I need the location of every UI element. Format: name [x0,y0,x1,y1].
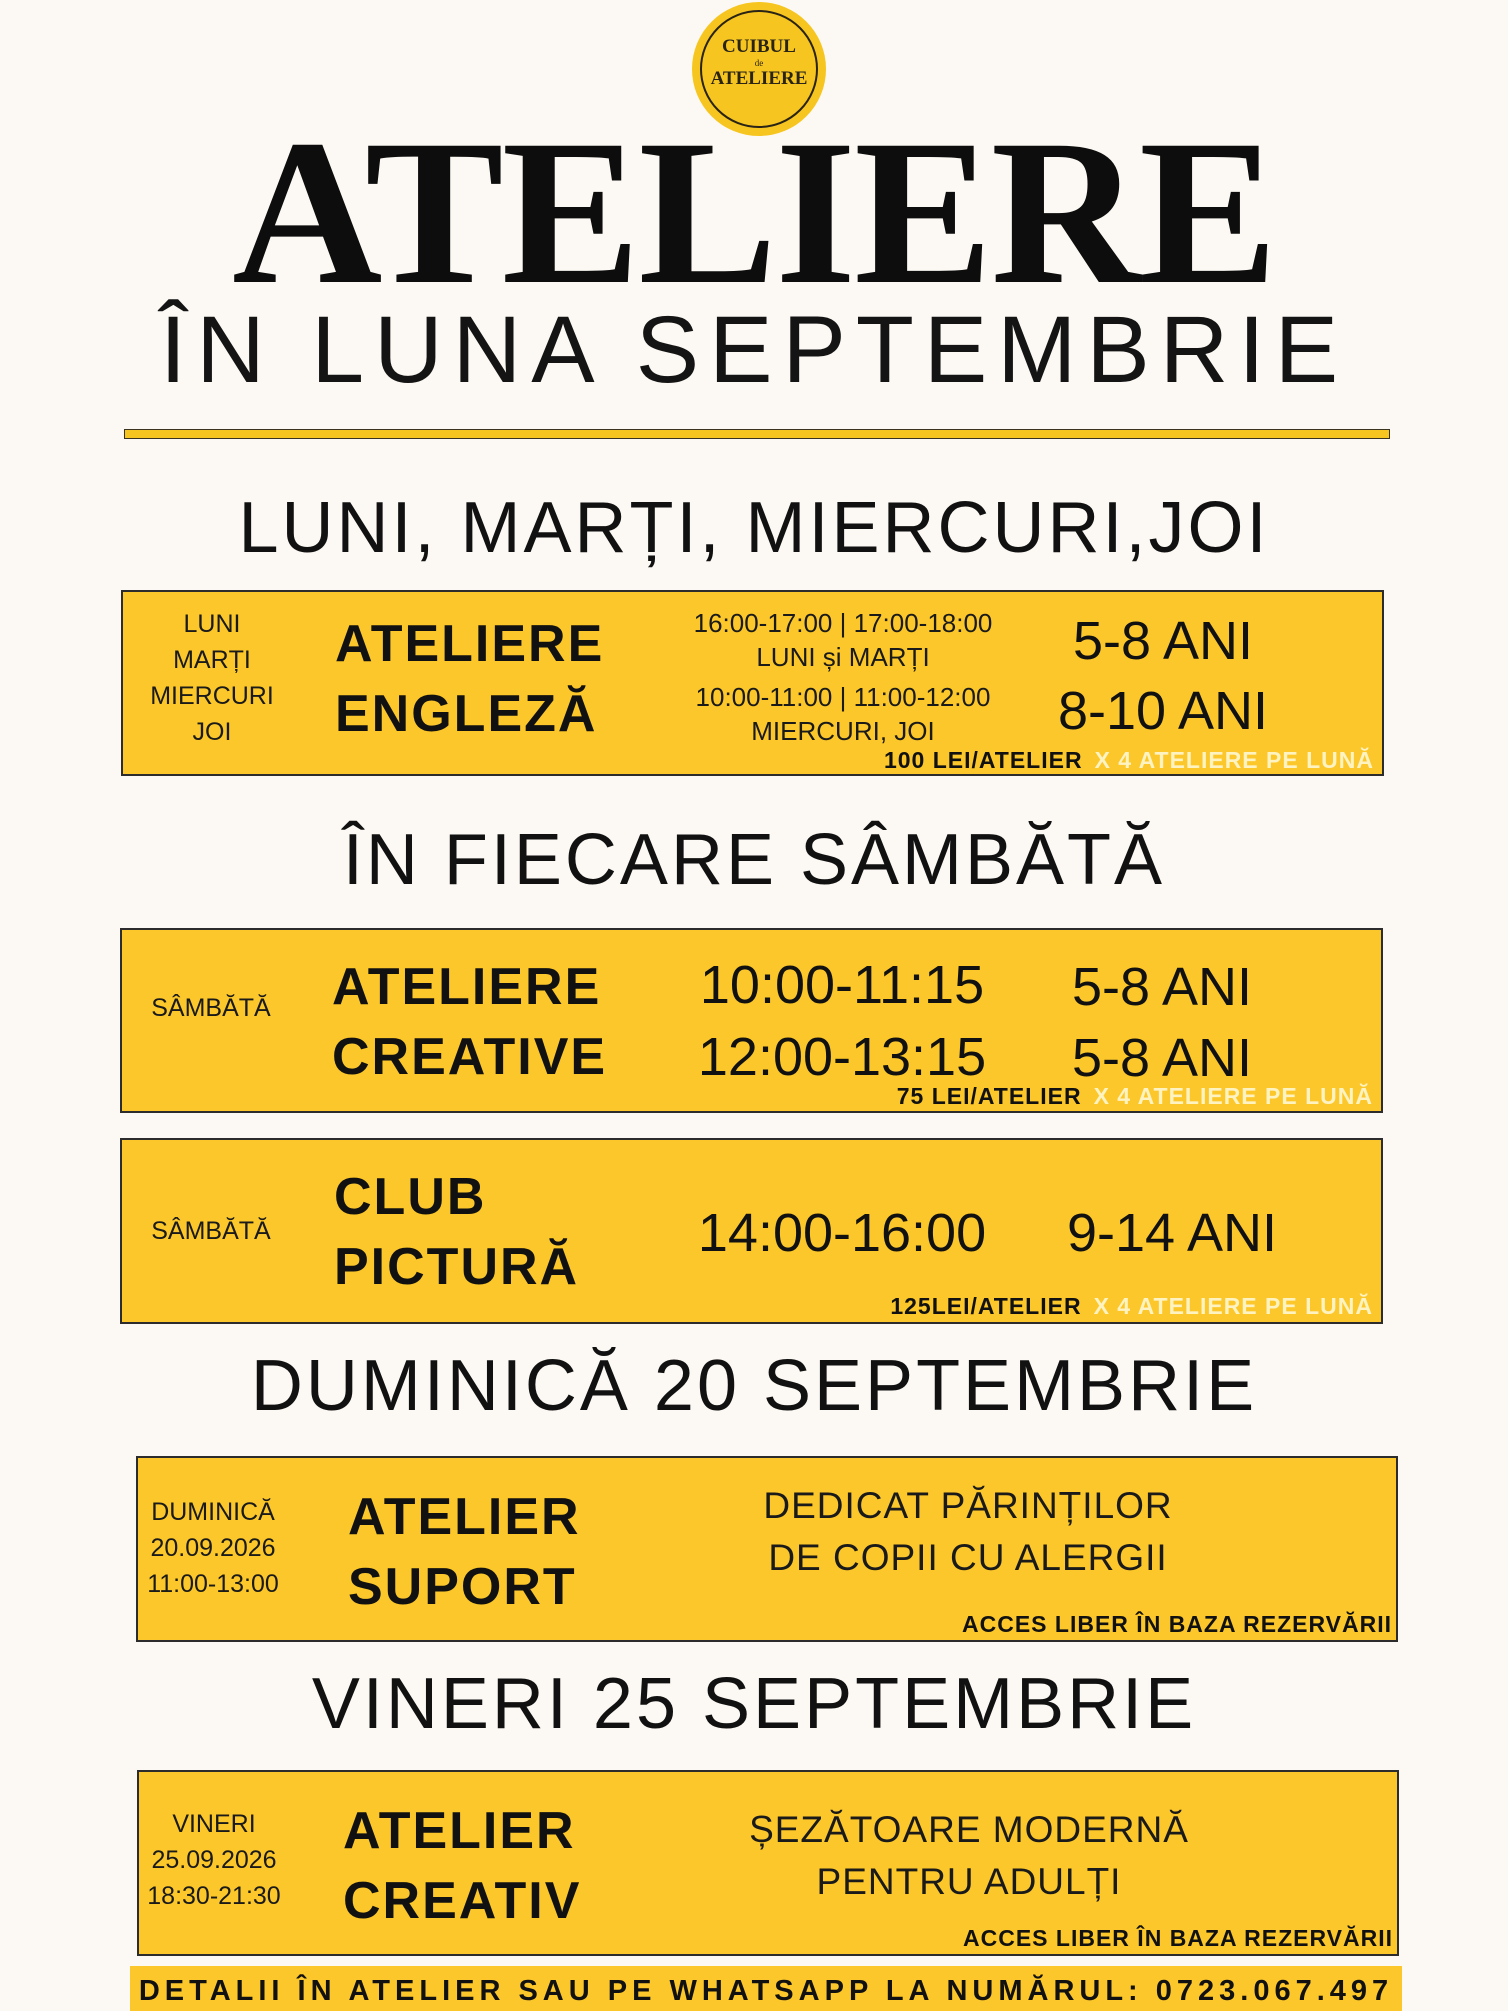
workshop-name-line: ENGLEZĂ [335,685,598,743]
slot-1-schedule [673,606,1013,674]
description-line: DEDICAT PĂRINȚILOR [763,1485,1173,1526]
slot-2-age: 5-8 ANI [1071,1028,1253,1088]
day-label: SÂMBĂTĂ [151,1217,271,1245]
workshop-description [739,1804,1199,1908]
section-heading-friday: VINERI 25 SEPTEMBRIE [311,1664,1197,1744]
card-days [123,606,301,750]
price: 100 LEI/ATELIER [883,747,1083,773]
frequency: X 4 ATELIERE PE LUNĂ [1093,1083,1373,1109]
price-line [897,1082,1373,1110]
price: 75 LEI/ATELIER [896,1083,1082,1109]
description-line: ȘEZĂTOARE MODERNĂ [749,1809,1189,1850]
workshop-name-line: ATELIER [348,1488,581,1546]
workshop-name [348,1482,581,1622]
session-time: 14:00-16:00 [697,1203,987,1263]
page-title: ATELIERE [232,97,1276,327]
section-heading-sunday: DUMINICĂ 20 SEPTEMBRIE [250,1346,1258,1426]
footer-banner [130,1966,1402,2011]
day-label: JOI [192,718,232,746]
divider [124,429,1390,439]
frequency: X 4 ATELIERE PE LUNĂ [1093,1293,1373,1319]
card-painting [120,1138,1383,1324]
slot-days: MIERCURI, JOI [751,716,935,746]
logo-line3: ATELIERE [710,68,808,89]
workshop-name-line: CLUB [334,1168,487,1226]
slot-days: LUNI și MARȚI [756,642,930,672]
card-support [136,1456,1398,1642]
price: 125LEI/ATELIER [890,1293,1082,1319]
workshop-name-line: CREATIVE [332,1028,608,1086]
logo-line1: CUIBUL [722,36,796,57]
card-english [121,590,1384,776]
day-label: MARȚI [173,646,251,674]
workshop-name [335,609,604,749]
card-date [138,1494,288,1602]
date-label: 20.09.2026 [150,1534,276,1562]
access-note: ACCES LIBER ÎN BAZA REZERVĂRII [963,1925,1393,1951]
description-line: DE COPII CU ALERGII [768,1537,1168,1578]
logo-line2: de [754,58,764,68]
workshop-name-line: CREATIV [343,1872,582,1930]
price-line [884,746,1374,774]
slot-1-age: 5-8 ANI [1072,611,1254,671]
slot-1-age: 5-8 ANI [1071,957,1253,1017]
day-label: MIERCURI [150,682,274,710]
description-line: PENTRU ADULȚI [816,1861,1122,1902]
time-label: 11:00-13:00 [147,1570,279,1598]
frequency: X 4 ATELIERE PE LUNĂ [1094,747,1374,773]
section-heading-weekdays: LUNI, MARȚI, MIERCURI,JOI [238,488,1270,568]
price-line [890,1292,1373,1320]
workshop-name-line: ATELIERE [335,615,605,673]
workshop-name-line: SUPORT [348,1558,577,1616]
slot-time: 16:00-17:00 | 17:00-18:00 [693,608,993,638]
footer-contact: DETALII ÎN ATELIER SAU PE WHATSAPP LA NUMĂRUL: 0723.067.497 [138,1975,1394,2007]
workshop-name-line: ATELIERE [332,958,602,1016]
day-label: VINERI [172,1810,256,1838]
slot-2-schedule [673,680,1013,748]
slot-1-time: 10:00-11:15 [699,955,985,1015]
workshop-name [332,952,607,1092]
slot-time: 10:00-11:00 | 11:00-12:00 [695,682,991,712]
slot-2-age: 8-10 ANI [1057,681,1269,741]
workshop-name-line: PICTURĂ [334,1238,580,1296]
workshop-name [343,1796,581,1936]
card-creative [120,928,1383,1113]
age-range: 9-14 ANI [1066,1203,1278,1263]
workshop-name [334,1162,579,1302]
workshop-description [738,1480,1198,1584]
page-subtitle: ÎN LUNA SEPTEMBRIE [159,297,1349,403]
card-creativ [137,1770,1399,1956]
card-date [139,1806,289,1914]
time-label: 18:30-21:30 [147,1882,281,1910]
access-note: ACCES LIBER ÎN BAZA REZERVĂRII [962,1611,1392,1637]
section-heading-saturday: ÎN FIECARE SÂMBĂTĂ [342,820,1166,900]
day-label: SÂMBĂTĂ [151,994,271,1022]
day-label: DUMINICĂ [151,1498,275,1526]
date-label: 25.09.2026 [151,1846,277,1874]
day-label: LUNI [183,610,241,638]
workshop-name-line: ATELIER [343,1802,576,1860]
slot-2-time: 12:00-13:15 [697,1027,987,1087]
